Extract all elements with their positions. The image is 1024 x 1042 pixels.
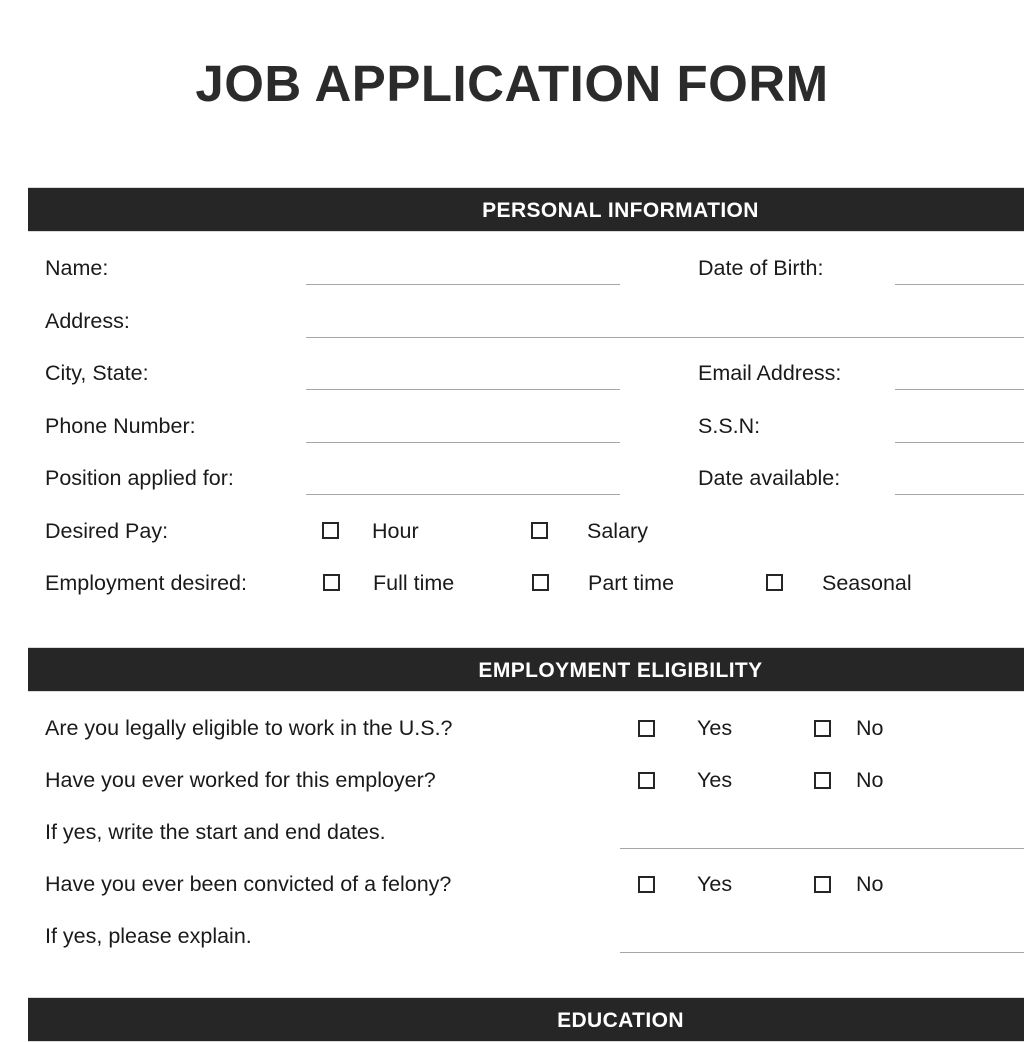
label-address: Address: bbox=[45, 309, 130, 333]
label-convicted-felony-yes: Yes bbox=[697, 872, 733, 896]
label-position-applied-for: Position applied for: bbox=[45, 466, 234, 490]
input-please-explain[interactable] bbox=[620, 952, 1024, 953]
checkbox-worked-for-employer-yes[interactable] bbox=[638, 772, 655, 789]
label-desired-pay: Desired Pay: bbox=[45, 519, 169, 543]
checkbox-employment-desired-seasonal[interactable] bbox=[766, 574, 783, 591]
label-employment-desired-full-time: Full time bbox=[373, 571, 455, 595]
checkbox-legally-eligible-no[interactable] bbox=[814, 720, 831, 737]
label-city-state: City, State: bbox=[45, 361, 149, 385]
section-header-employment-eligibility bbox=[28, 647, 1024, 692]
input-phone-number[interactable] bbox=[306, 442, 620, 443]
checkbox-convicted-felony-yes[interactable] bbox=[638, 876, 655, 893]
label-legally-eligible-no: No bbox=[856, 716, 884, 740]
question-legally-eligible: Are you legally eligible to work in the U.S.? bbox=[45, 716, 453, 740]
followup-start-end-dates-label: If yes, write the start and end dates. bbox=[45, 820, 386, 844]
input-address[interactable] bbox=[306, 337, 1024, 338]
label-legally-eligible-yes: Yes bbox=[697, 716, 733, 740]
checkbox-desired-pay-salary[interactable] bbox=[531, 522, 548, 539]
label-name: Name: bbox=[45, 256, 109, 280]
input-start-end-dates[interactable] bbox=[620, 848, 1024, 849]
checkbox-legally-eligible-yes[interactable] bbox=[638, 720, 655, 737]
label-date-of-birth: Date of Birth: bbox=[698, 256, 824, 280]
section-header-education bbox=[28, 997, 1024, 1042]
label-phone-number: Phone Number: bbox=[45, 414, 196, 438]
section-header-personal-information bbox=[28, 187, 1024, 232]
page-title: JOB APPLICATION FORM bbox=[195, 55, 829, 112]
label-desired-pay-hour: Hour bbox=[372, 519, 419, 543]
label-employment-desired-seasonal: Seasonal bbox=[822, 571, 912, 595]
label-ssn: S.S.N: bbox=[698, 414, 761, 438]
input-date-available[interactable] bbox=[895, 494, 1024, 495]
input-email-address[interactable] bbox=[895, 389, 1024, 390]
label-worked-for-employer-no: No bbox=[856, 768, 884, 792]
checkbox-desired-pay-hour[interactable] bbox=[322, 522, 339, 539]
label-date-available: Date available: bbox=[698, 466, 841, 490]
label-employment-desired: Employment desired: bbox=[45, 571, 247, 595]
section-header-employment-eligibility-label: EMPLOYMENT ELIGIBILITY bbox=[478, 659, 763, 682]
section-header-education-label: EDUCATION bbox=[557, 1009, 684, 1032]
label-employment-desired-part-time: Part time bbox=[588, 571, 675, 595]
input-ssn[interactable] bbox=[895, 442, 1024, 443]
label-desired-pay-salary: Salary bbox=[587, 519, 648, 543]
checkbox-worked-for-employer-no[interactable] bbox=[814, 772, 831, 789]
checkbox-employment-desired-part-time[interactable] bbox=[532, 574, 549, 591]
input-position-applied-for[interactable] bbox=[306, 494, 620, 495]
input-city-state[interactable] bbox=[306, 389, 620, 390]
label-worked-for-employer-yes: Yes bbox=[697, 768, 733, 792]
input-date-of-birth[interactable] bbox=[895, 284, 1024, 285]
checkbox-employment-desired-full-time[interactable] bbox=[323, 574, 340, 591]
input-name[interactable] bbox=[306, 284, 620, 285]
section-header-personal-information-label: PERSONAL INFORMATION bbox=[482, 199, 759, 222]
checkbox-convicted-felony-no[interactable] bbox=[814, 876, 831, 893]
question-convicted-felony: Have you ever been convicted of a felony? bbox=[45, 872, 452, 896]
label-email-address: Email Address: bbox=[698, 361, 842, 385]
followup-please-explain-label: If yes, please explain. bbox=[45, 924, 252, 948]
question-worked-for-employer: Have you ever worked for this employer? bbox=[45, 768, 436, 792]
label-convicted-felony-no: No bbox=[856, 872, 884, 896]
